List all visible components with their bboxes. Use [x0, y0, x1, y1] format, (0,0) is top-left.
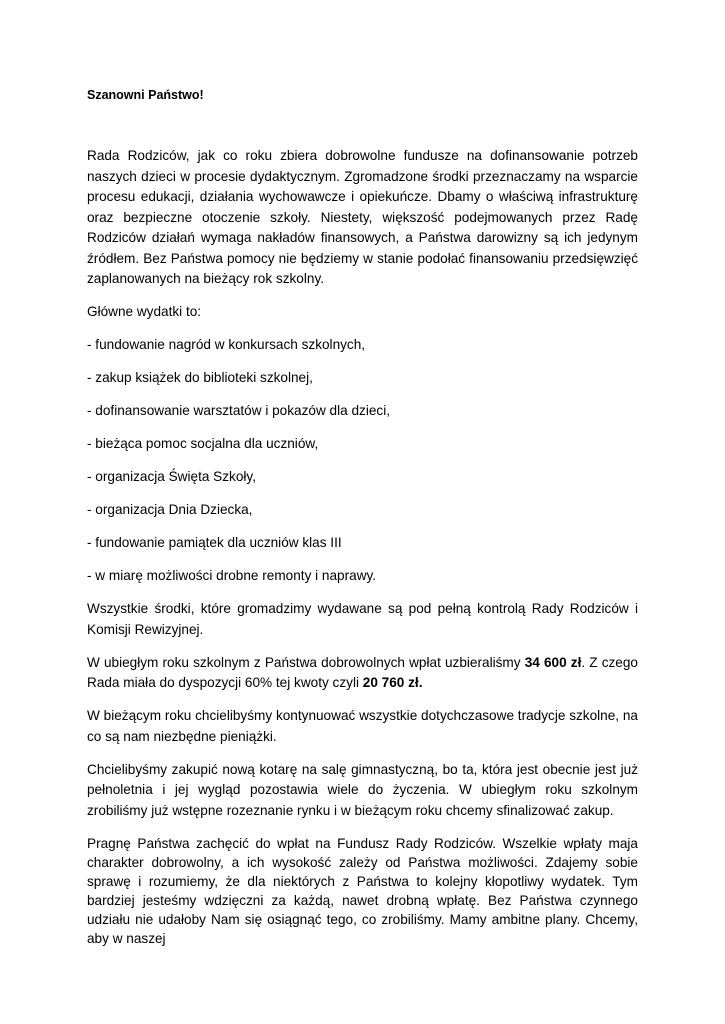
- greeting: Szanowni Państwo!: [87, 88, 204, 102]
- expenses-heading: Główne wydatki to:: [87, 304, 202, 319]
- letter-body: [87, 146, 638, 960]
- control-paragraph: Wszystkie środki, które gromadzimy wydawane są pod pełną kontrolą Rady Rodziców i Komisji Rewizyjnej.: [87, 601, 638, 637]
- last-year-paragraph: [87, 653, 638, 694]
- expense-item: - bieżąca pomoc socjalna dla uczniów,: [87, 436, 319, 451]
- intro-paragraph: Rada Rodziców, jak co roku zbiera dobrowolne fundusze na dofinansowanie potrzeb naszych dzieci w procesie dydaktycznym. Zgromadzone środki przeznaczamy na wsparcie procesu edukacji, działania wychowawcze i opiekuńcze. Dbamy o właściwą infrastrukturę oraz bezpieczne otoczenie szkoły. Niestety, większość podejmowanych przez Radę Rodziców działań wymaga nakładów finansowych, a Państwa darowizny są ich jedynym źródłem. Bez Państwa pomocy nie będziemy w stanie podołać finansowaniu przedsięwzięć zaplanowanych na bieżący rok szkolny.: [87, 148, 638, 286]
- curtain-paragraph: Chcielibyśmy zakupić nową kotarę na salę gimnastyczną, bo ta, która jest obecnie jest już pełnoletnia i jej wygląd pozostawia wiele do życzenia. W ubiegłym roku szkolnym zrobiliśmy już wstępne rozeznanie rynku i w bieżącym roku chcemy sfinalizować zakup.: [87, 761, 638, 818]
- amount-available: 20 760 zł.: [362, 675, 423, 690]
- last-year-text: W ubiegłym roku szkolnym z Państwa dobrowolnych wpłat uzbieraliśmy: [87, 654, 525, 670]
- appeal-paragraph: Pragnę Państwa zachęcić do wpłat na Fundusz Rady Rodziców. Wszelkie wpłaty maja charakter dobrowolny, a ich wysokość zależy od Państwa możliwości. Zdajemy sobie sprawę i rozumiemy, że dla niektórych z Państwa to kolejny kłopotliwy wydatek. Tym bardziej jesteśmy wdzięczni za każdą, nawet drobną wpłatę. Bez Państwa czynnego udziału nie udałoby Nam się osiągnąć tego, co zrobiliśmy. Mamy ambitne plany. Chcemy, aby w naszej: [87, 835, 638, 946]
- expense-item: - dofinansowanie warsztatów i pokazów dla dzieci,: [87, 403, 390, 418]
- expense-item: - zakup książek do biblioteki szkolnej,: [87, 370, 313, 385]
- amount-total: 34 600 zł: [524, 654, 582, 670]
- last-year-text-2: . Z czego Rada miała do dyspozycji 60% tej kwoty czyli: [87, 654, 638, 690]
- expense-item: - fundowanie pamiątek dla uczniów klas III: [87, 535, 342, 550]
- expense-item: - organizacja Dnia Dziecka,: [87, 502, 253, 517]
- expense-item: - fundowanie nagród w konkursach szkolnych,: [87, 337, 366, 352]
- expense-item: - organizacja Święta Szkoły,: [87, 469, 256, 484]
- expense-item: - w miarę możliwości drobne remonty i naprawy.: [87, 568, 377, 583]
- continue-paragraph: W bieżącym roku chcielibyśmy kontynuować wszystkie dotychczasowe tradycje szkolne, na co są nam niezbędne pieniążki.: [87, 708, 638, 744]
